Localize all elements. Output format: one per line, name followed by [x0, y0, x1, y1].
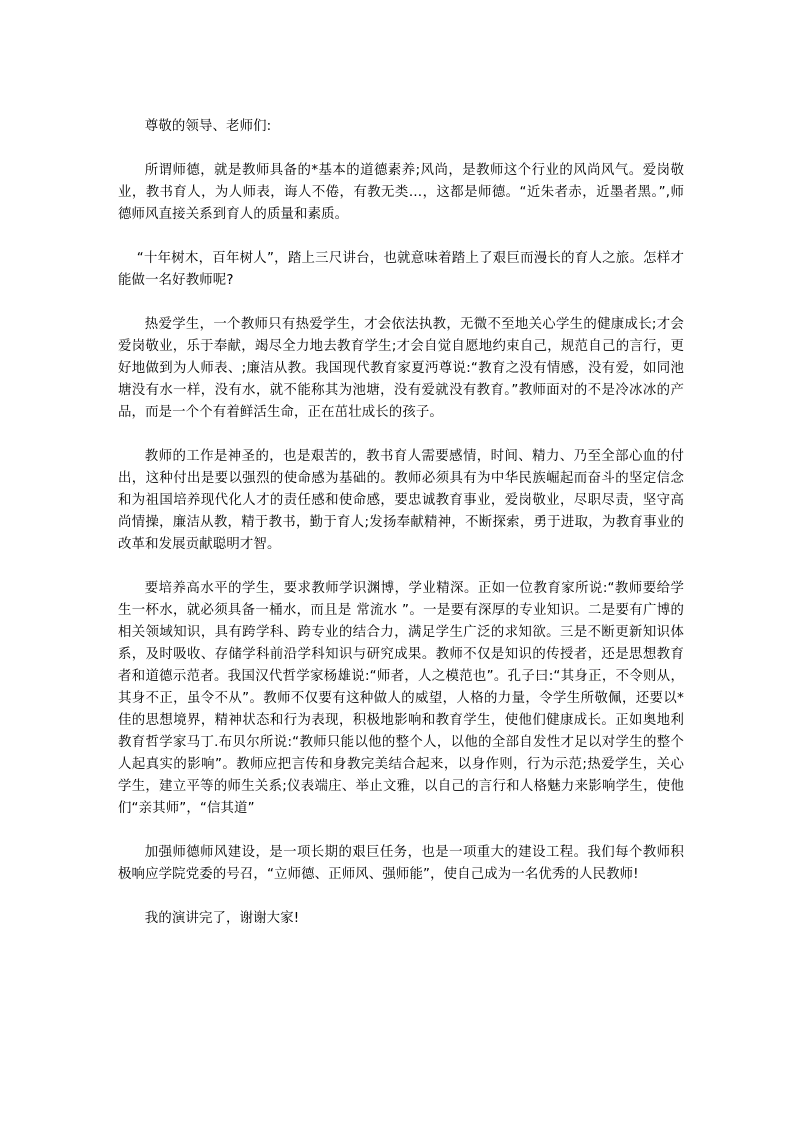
paragraph-knowledge: 要培养高水平的学生，要求教师学识渊博，学业精深。正如一位教育家所说:“教师要给学生一杯水，就必须具备一桶水，而且是 常流水 ”。一是要有深厚的专业知识。二是要有广博的相关领域知识，具有跨学科、跨专业的结合力，满足学生广泛的求知欲。三是不断更新知识体系，及时吸收、存储学科前沿学科知识与研究成果。教师不仅是知识的传授者，还是思想教育者和道德示范者。我国汉代哲学家杨雄说:“师者，人之模范也”。孔子曰:“其身正，不令则从，其身不正，虽令不从”。教师不仅要有这种做人的威望，人格的力量，令学生所敬佩，还要以*佳的思想境界，精神状态和行为表现，积极地影响和教育学生，使他们健康成长。正如奥地利教育哲学家马丁.布贝尔所说:“教师只能以他的整个人，以他的全部自发性才足以对学生的整个人起真实的影响”。教师应把言传和身教完美结合起来，以身作则，行为示范;热爱学生，关心学生，建立平等的师生关系;仪表端庄、举止文雅，以自己的言行和人格魅力来影响学生，使他们“亲其师”，“信其道” — [118, 581, 684, 816]
paragraph-closing: 我的演讲完了，谢谢大家! — [144, 911, 300, 926]
paragraph-definition: 所谓师德，就是教师具备的*基本的道德素养;风尚，是教师这个行业的风尚风气。爱岗敬业，教书育人，为人师表，诲人不倦，有教无类…，这都是师德。“近朱者赤，近墨者黑。”,师德师风直接关系到育人的质量和素质。 — [118, 163, 684, 222]
document-page — [118, 116, 684, 952]
greeting: 尊敬的领导、老师们: — [144, 119, 272, 134]
paragraph-sacred-work: 教师的工作是神圣的，也是艰苦的，教书育人需要感情，时间、精力、乃至全部心血的付出，这种付出是要以强烈的使命感为基础的。教师必须具有为中华民族崛起而奋斗的坚定信念和为祖国培养现代化人才的责任感和使命感，要忠诚教育事业，爱岗敬业，尽职尽责，坚守高尚情操，廉洁从教，精于教书，勤于育人;发扬奉献精神，不断探索，勇于进取，为教育事业的改革和发展贡献聪明才智。 — [118, 449, 684, 552]
paragraph-ten-years-trees: “十年树木，百年树人”，踏上三尺讲台，也就意味着踏上了艰巨而漫长的育人之旅。怎样才能做一名好教师呢? — [118, 251, 684, 288]
paragraph-love-students: 热爱学生，一个教师只有热爱学生，才会依法执教，无微不至地关心学生的健康成长;才会爱岗敬业，乐于奉献，竭尽全力地去教育学生;才会自觉自愿地约束自己，规范自己的言行，更好地做到为人师表、;廉洁从教。我国现代教育家夏沔尊说:“教育之没有情感，没有爱，如同池塘没有水一样，没有水，就不能称其为池塘，没有爱就没有教育。”教师面对的不是冷冰冰的产品，而是一个个有着鲜活生命，正在茁壮成长的孩子。 — [118, 317, 684, 420]
paragraph-construction: 加强师德师风建设，是一项长期的艰巨任务，也是一项重大的建设工程。我们每个教师积极响应学院党委的号召，“立师德、正师风、强师能”，使自己成为一名优秀的人民教师! — [118, 845, 684, 882]
